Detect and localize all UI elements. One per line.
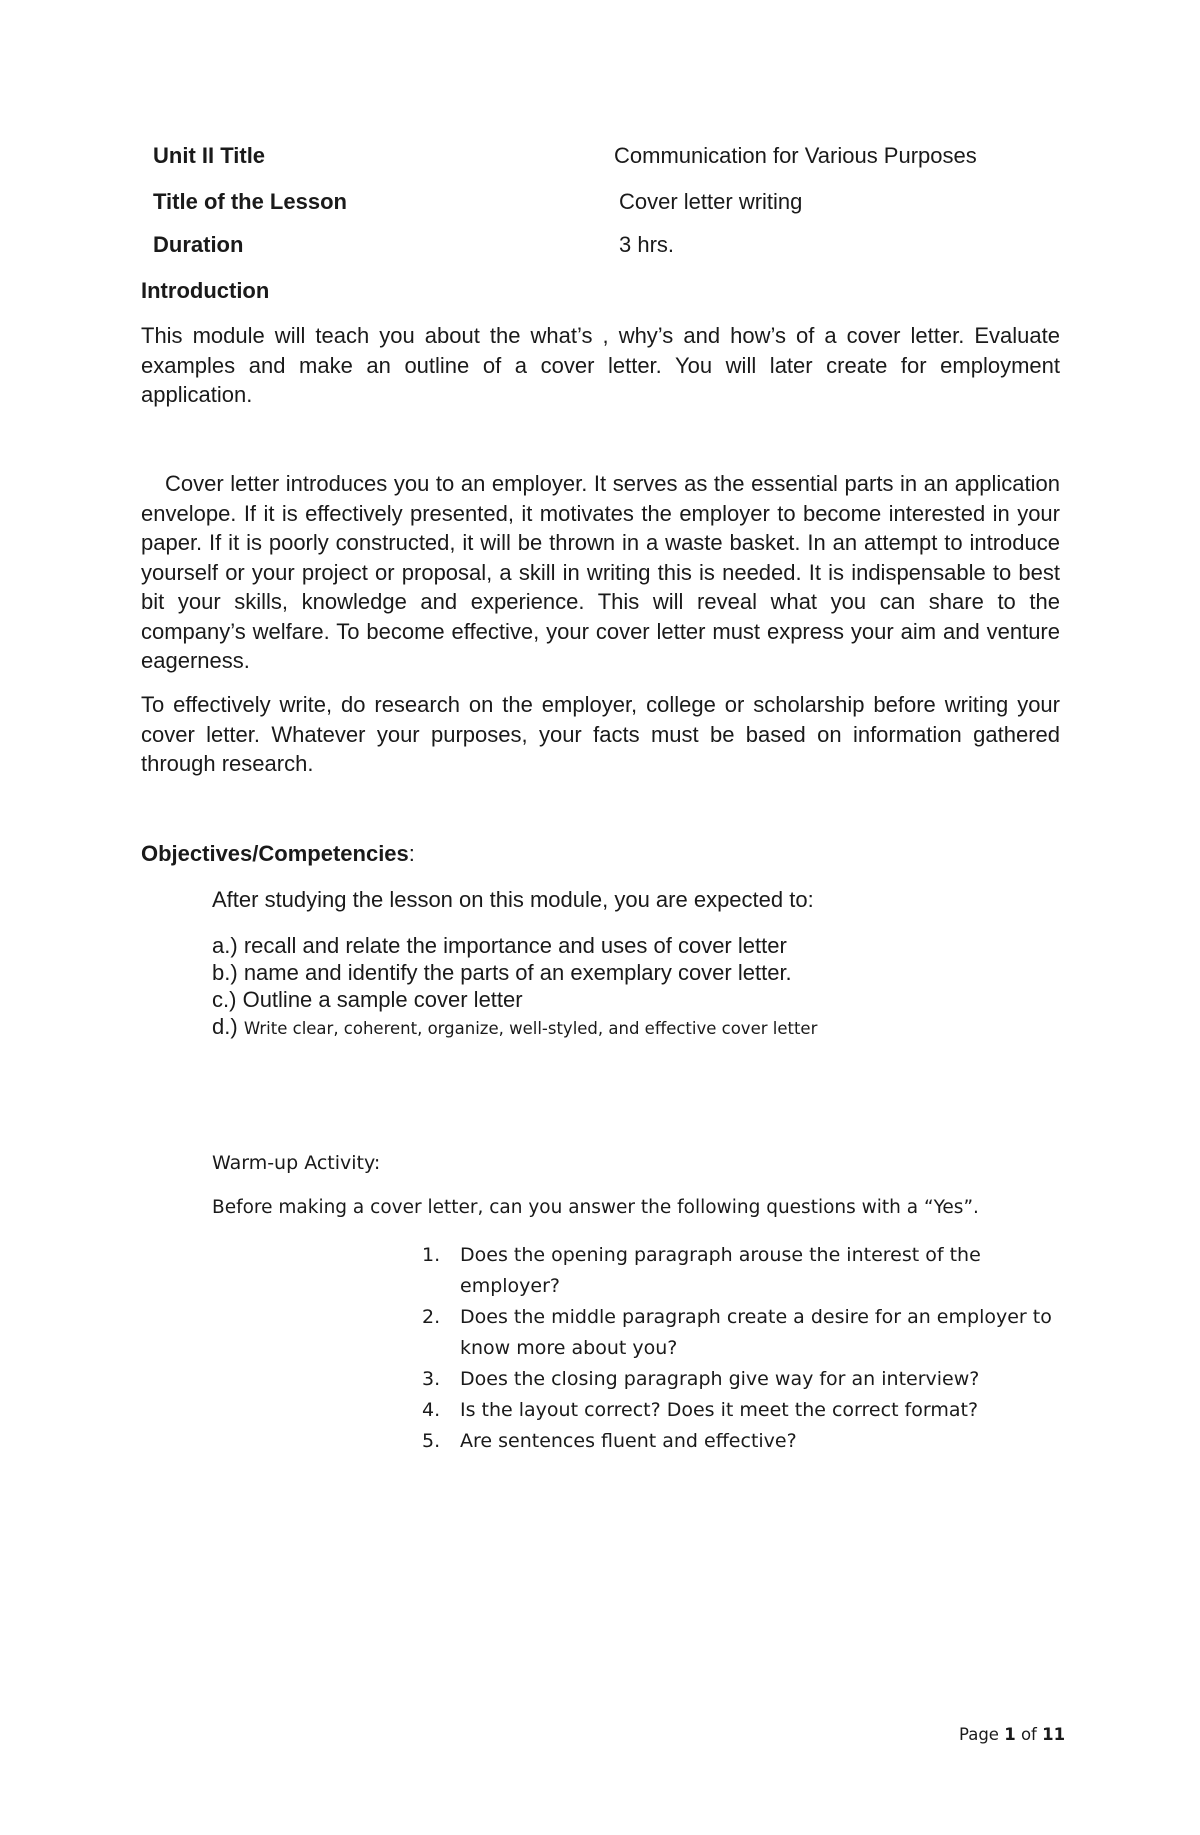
warmup-question xyxy=(422,1302,1068,1364)
lesson-title-label: Title of the Lesson xyxy=(153,189,347,214)
duration-value: 3 hrs. xyxy=(619,232,675,257)
page-of-label: of xyxy=(1020,1725,1037,1744)
objective-item xyxy=(212,986,817,1013)
objective-item xyxy=(212,1013,817,1042)
question-number: 4. xyxy=(422,1399,441,1421)
warmup-question-list xyxy=(422,1240,1068,1457)
objectives-list xyxy=(212,932,817,1042)
intro-paragraph-1: This module will teach you about the what’s , why’s and how’s of a cover letter. Evaluate examples and make an outline of a cover letter. You will later create for employment application. xyxy=(141,323,1060,407)
warmup-prompt: Before making a cover letter, can you answer the following questions with a “Yes”. xyxy=(212,1197,979,1218)
objective-marker: d.) xyxy=(212,1014,238,1039)
objective-item xyxy=(212,932,817,959)
duration-label: Duration xyxy=(153,232,244,257)
warmup-question xyxy=(422,1426,1068,1457)
objective-marker: b.) xyxy=(212,960,238,985)
objective-marker: c.) xyxy=(212,987,237,1012)
warmup-question xyxy=(422,1395,1068,1426)
introduction-heading: Introduction xyxy=(141,278,270,303)
question-text: Is the layout correct? Does it meet the correct format? xyxy=(460,1399,979,1421)
lesson-title-value: Cover letter writing xyxy=(619,189,803,214)
question-text: Does the closing paragraph give way for an interview? xyxy=(460,1368,980,1390)
question-number: 2. xyxy=(422,1306,441,1328)
unit-title-value: Communication for Various Purposes xyxy=(614,143,977,168)
question-number: 1. xyxy=(422,1244,441,1266)
page-current: 1 xyxy=(1004,1725,1016,1744)
warmup-heading: Warm-up Activity: xyxy=(212,1152,381,1174)
page-total: 11 xyxy=(1042,1725,1066,1744)
question-number: 3. xyxy=(422,1368,441,1390)
page-label: Page xyxy=(959,1725,999,1744)
objective-text: Write clear, coherent, organize, well-styled, and effective cover letter xyxy=(243,1019,818,1038)
page-number xyxy=(959,1725,1065,1744)
question-text: Are sentences fluent and effective? xyxy=(460,1430,797,1452)
objectives-heading xyxy=(141,841,415,867)
intro-paragraph-2: Cover letter introduces you to an employer. It serves as the essential parts in an application envelope. If it is effectively presented, it motivates the employer to become interested in your paper. If it is poorly constructed, it will be thrown in a waste basket. In an attempt to introduce yourself or your project or proposal, a skill in writing this is needed. It is indispensable to best bit your skills, knowledge and experience. This will reveal what you can share to the company’s welfare. To become effective, your cover letter must express your aim and venture eagerness. xyxy=(141,471,1060,673)
objectives-intro: After studying the lesson on this module, you are expected to: xyxy=(212,887,814,912)
objectives-heading-text: Objectives/Competencies xyxy=(141,841,409,866)
objectives-heading-colon: : xyxy=(408,841,415,866)
objective-text: recall and relate the importance and uses of cover letter xyxy=(243,933,787,958)
objective-marker: a.) xyxy=(212,933,238,958)
objective-item xyxy=(212,959,817,986)
question-text: Does the middle paragraph create a desire for an employer to know more about you? xyxy=(460,1306,1052,1359)
warmup-question xyxy=(422,1364,1068,1395)
question-text: Does the opening paragraph arouse the interest of the employer? xyxy=(460,1244,981,1297)
objective-text: Outline a sample cover letter xyxy=(242,987,523,1012)
warmup-question xyxy=(422,1240,1068,1302)
unit-title-label: Unit II Title xyxy=(153,143,266,168)
objective-text: name and identify the parts of an exemplary cover letter. xyxy=(243,960,792,985)
intro-paragraph-3: To effectively write, do research on the employer, college or scholarship before writing your cover letter. Whatever your purposes, your facts must be based on information gathered through research. xyxy=(141,692,1060,776)
question-number: 5. xyxy=(422,1430,441,1452)
